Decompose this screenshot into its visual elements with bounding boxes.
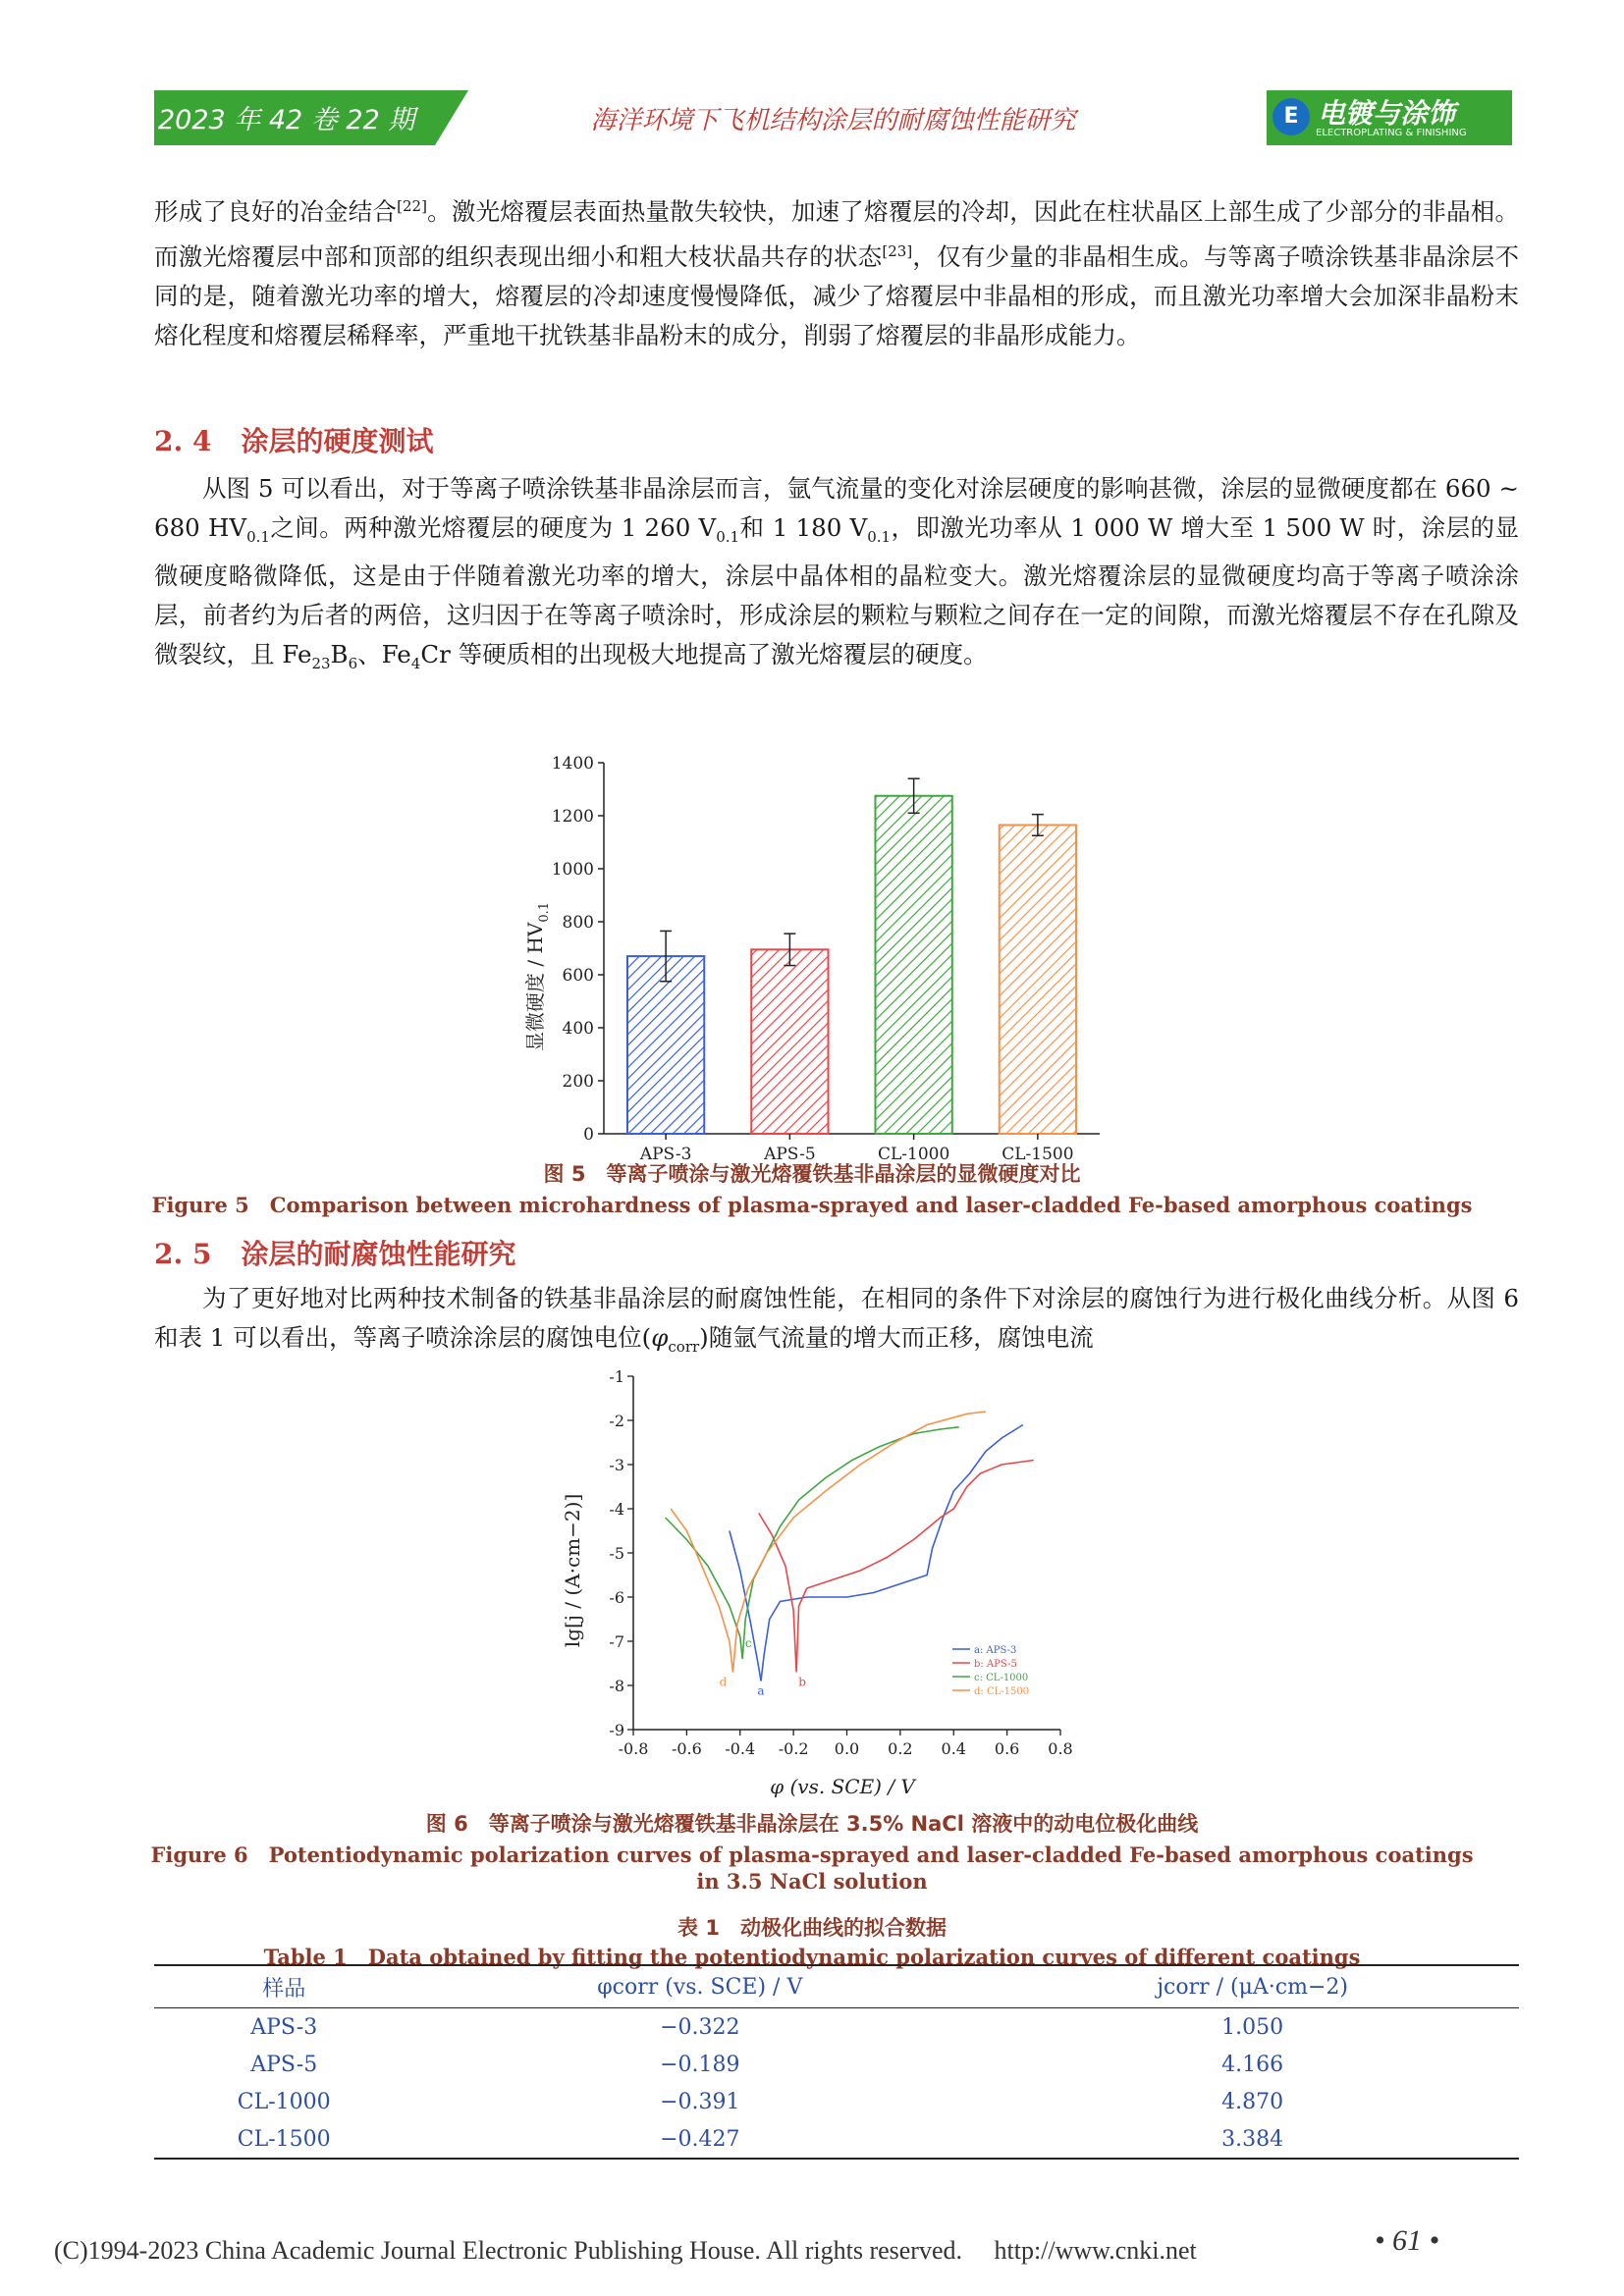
- body-paragraph-3: [154, 1279, 1519, 1366]
- table-cell: 4.166: [1221, 2052, 1284, 2077]
- column-header: 样品: [154, 1965, 413, 2008]
- text-run: ，即激光功率从 1 000 W 增大至 1 500 W 时，涂层的显微硬度略微降低，这是由于伴随着激光功率的增大，涂层中晶体相的晶粒变大。激光熔覆涂层的显微硬度均高于等离子喷涂涂层，前者约为后者的两倍，这归因于在等离子喷涂时，形成涂层的颗粒与颗粒之间存在一定的间隙，而激光熔覆层不存在孔隙及微裂纹，且 Fe: [154, 513, 1519, 668]
- subscript: 23: [311, 654, 331, 672]
- section-heading-2-4: [154, 420, 433, 459]
- x-tick-label: 0.4: [941, 1739, 966, 1758]
- column-header: jcorr / (μA·cm−2): [986, 1965, 1519, 2008]
- figure-6-line-chart: [550, 1364, 1080, 1806]
- x-tick-label: 0.2: [888, 1739, 913, 1758]
- y-tick-label: -6: [609, 1588, 624, 1607]
- x-tick-label: 0.0: [834, 1739, 860, 1758]
- table-cell: APS-3: [250, 2014, 318, 2040]
- series-label-c: c: [744, 1636, 752, 1650]
- y-axis-label: lg[j / (A·cm−2)]: [561, 1493, 584, 1648]
- column-header: φcorr (vs. SCE) / V: [413, 1965, 986, 2008]
- x-tick-label: CL-1000: [877, 1145, 950, 1163]
- section-title: 涂层的硬度测试: [241, 425, 434, 457]
- series-label-a: a: [757, 1683, 765, 1698]
- y-tick-label: 1200: [551, 807, 594, 827]
- text-run: 、Fe: [357, 639, 411, 668]
- x-tick-label: -0.2: [778, 1739, 809, 1758]
- bar-aps-3: [627, 956, 704, 1134]
- y-tick-label: 600: [562, 966, 594, 986]
- x-tick-label: CL-1500: [1001, 1145, 1074, 1163]
- y-tick-label: 200: [562, 1072, 594, 1092]
- issue-label: 2023 年 42 卷 22 期: [158, 105, 415, 135]
- text-run: )随氩气流量的增大而正移，腐蚀电流: [699, 1323, 1094, 1352]
- x-tick-label: -0.6: [671, 1739, 702, 1758]
- y-tick-label: -8: [609, 1677, 624, 1695]
- section-title: 涂层的耐腐蚀性能研究: [241, 1238, 516, 1270]
- subscript: 0.1: [867, 527, 892, 546]
- journal-logo: [1267, 90, 1512, 145]
- text-run: 之间。两种激光熔覆层的硬度为 1 260 V: [269, 513, 717, 542]
- table-cell: 1.050: [1221, 2014, 1284, 2040]
- text-run: ，仅有少量的非晶相生成。与等离子喷涂铁基非晶涂层不同的是，随着激光功率的增大，熔覆层的冷却速度慢慢降低，减少了熔覆层中非晶相的形成，而且激光功率增大会加深非晶粉末熔化程度和熔覆层稀释率，严重地干扰铁基非晶粉末的成分，削弱了熔覆层的非晶形成能力。: [154, 242, 1520, 350]
- legend-label: a: APS-3: [974, 1645, 1017, 1656]
- table-cell: −0.322: [660, 2014, 740, 2040]
- x-tick-label: 0.8: [1048, 1739, 1073, 1758]
- text-run: Cr 等硬质相的出现极大地提高了激光熔覆层的硬度。: [420, 639, 988, 668]
- figure-6-caption-en-line1: Figure 6 Potentiodynamic polarization curves of plasma-sprayed and laser-cladded Fe-based amorphous coatings: [150, 1842, 1474, 1867]
- x-tick-label: 0.6: [994, 1739, 1020, 1758]
- y-tick-label: -3: [609, 1456, 624, 1474]
- series-line-a: [730, 1425, 1023, 1682]
- y-axis-label-sub: 0.1: [537, 901, 552, 923]
- table-cell: −0.391: [660, 2089, 740, 2114]
- y-tick-label: -7: [609, 1632, 624, 1651]
- table-row: [154, 2008, 1519, 2047]
- y-tick-label: -2: [609, 1412, 624, 1430]
- text-run: 形成了良好的冶金结合: [154, 197, 398, 227]
- text-run: B: [330, 639, 349, 668]
- section-heading-2-5: [154, 1233, 515, 1272]
- y-axis-label-text: 显微硬度 / HV: [523, 922, 547, 1052]
- y-tick-label: -5: [609, 1544, 624, 1563]
- series-label-b: b: [798, 1675, 806, 1689]
- citation-ref: [22]: [397, 197, 427, 215]
- running-header: [154, 90, 1512, 145]
- table-row: [154, 2120, 1519, 2159]
- y-axis-label: [523, 902, 552, 1051]
- x-axis-label: φ (vs. SCE) / V: [770, 1775, 915, 1798]
- legend-label: c: CL-1000: [974, 1673, 1029, 1683]
- text-run: 为了更好地对比两种技术制备的铁基非晶涂层的耐腐蚀性能，在相同的条件下对涂层的腐蚀行为进行极化曲线分析。从图 6 和表 1 可以看出，等离子喷涂涂层的腐蚀电位(: [154, 1284, 1519, 1352]
- x-tick-label: APS-5: [764, 1145, 816, 1163]
- y-tick-label: -1: [609, 1367, 624, 1386]
- y-tick-label: 0: [583, 1125, 594, 1145]
- table-row: [154, 2046, 1519, 2083]
- x-tick-label: -0.8: [618, 1739, 649, 1758]
- x-tick-label: -0.4: [725, 1739, 756, 1758]
- text-run: 。激光熔覆层表面热量散失较快，加速了熔覆层的冷却，因此在柱状晶区上部生成了少部分的非晶相。而激光熔覆层中部和顶部的组织表现出细小和粗大枝状晶共存的状态: [154, 197, 1520, 272]
- table-cell: 4.870: [1221, 2089, 1284, 2114]
- legend-label: d: CL-1500: [974, 1686, 1030, 1697]
- figure-6-caption-en-line2: in 3.5 NaCl solution: [696, 1869, 928, 1894]
- bar-cl-1000: [875, 796, 951, 1134]
- table-cell: −0.427: [413, 2120, 986, 2159]
- figure-6-caption-cn: 图 6 等离子喷涂与激光熔覆铁基非晶涂层在 3.5% NaCl 溶液中的动电位极化曲线: [425, 1812, 1199, 1836]
- table-cell: −0.189: [660, 2052, 740, 2077]
- figure-5-caption-en: Figure 5 Comparison between microhardness of plasma-sprayed and laser-cladded Fe-based amorphous coatings: [151, 1193, 1473, 1217]
- figure-5-caption-cn: 图 5 等离子喷涂与激光熔覆铁基非晶涂层的显微硬度对比: [543, 1162, 1081, 1186]
- phi-symbol: φ: [651, 1323, 669, 1352]
- subscript: 6: [348, 654, 358, 672]
- y-tick-label: 1400: [551, 754, 594, 774]
- table-cell: APS-5: [250, 2052, 318, 2077]
- table-row: [154, 2083, 1519, 2120]
- y-tick-label: -4: [609, 1500, 624, 1519]
- table-cell: CL-1000: [237, 2089, 331, 2114]
- series-line-b: [759, 1461, 1034, 1673]
- text-run: 从图 5 可以看出，对于等离子喷涂铁基非晶涂层而言，氩气流量的变化对涂层硬度的影响甚微，涂层的显微硬度都在 660 ~ 680 HV: [154, 474, 1519, 542]
- section-number: 2. 4: [154, 425, 212, 457]
- y-tick-label: 800: [562, 913, 594, 933]
- subscript: 0.1: [246, 527, 270, 546]
- page-number: • 61 •: [1375, 2224, 1440, 2257]
- body-paragraph-2: [154, 469, 1519, 683]
- text-run: 和 1 180 V: [739, 513, 868, 542]
- x-tick-label: APS-3: [639, 1145, 692, 1163]
- copyright-footer: (C)1994-2023 China Academic Journal Electronic Publishing House. All rights reserved. http://www.cnki.net: [54, 2236, 1197, 2265]
- table-cell: CL-1500: [154, 2120, 413, 2159]
- citation-ref: [23]: [882, 242, 913, 261]
- logo-text-en: ELECTROPLATING & FINISHING: [1316, 128, 1467, 138]
- y-tick-label: 400: [562, 1019, 594, 1039]
- series-line-c: [666, 1427, 959, 1659]
- body-paragraph-1: [154, 187, 1519, 355]
- table-1-caption-en: Table 1 Data obtained by fitting the potentiodynamic polarization curves of different coatings: [263, 1945, 1361, 1969]
- table-cell: 3.384: [986, 2120, 1519, 2159]
- series-line-d: [671, 1412, 986, 1673]
- running-title: 海洋环境下飞机结构涂层的耐腐蚀性能研究: [590, 106, 1076, 135]
- subscript: corr: [668, 1337, 700, 1356]
- subscript: 4: [410, 654, 421, 672]
- logo-icon: E: [1272, 98, 1310, 135]
- subscript: 0.1: [716, 527, 740, 546]
- table-header-row: [154, 1965, 1519, 2008]
- bar-cl-1500: [1000, 825, 1076, 1134]
- table-1-caption-cn: 表 1 动极化曲线的拟合数据: [677, 1916, 947, 1940]
- series-label-d: d: [719, 1675, 728, 1689]
- y-tick-label: 1000: [551, 860, 594, 880]
- section-number: 2. 5: [154, 1238, 212, 1270]
- bar-aps-5: [751, 949, 828, 1134]
- figure-5-bar-chart: [511, 751, 1119, 1163]
- legend-label: b: APS-5: [974, 1659, 1017, 1670]
- table-1: [154, 1964, 1519, 2160]
- y-tick-label: -9: [609, 1721, 624, 1739]
- logo-text-cn: 电镀与涂饰: [1318, 97, 1456, 130]
